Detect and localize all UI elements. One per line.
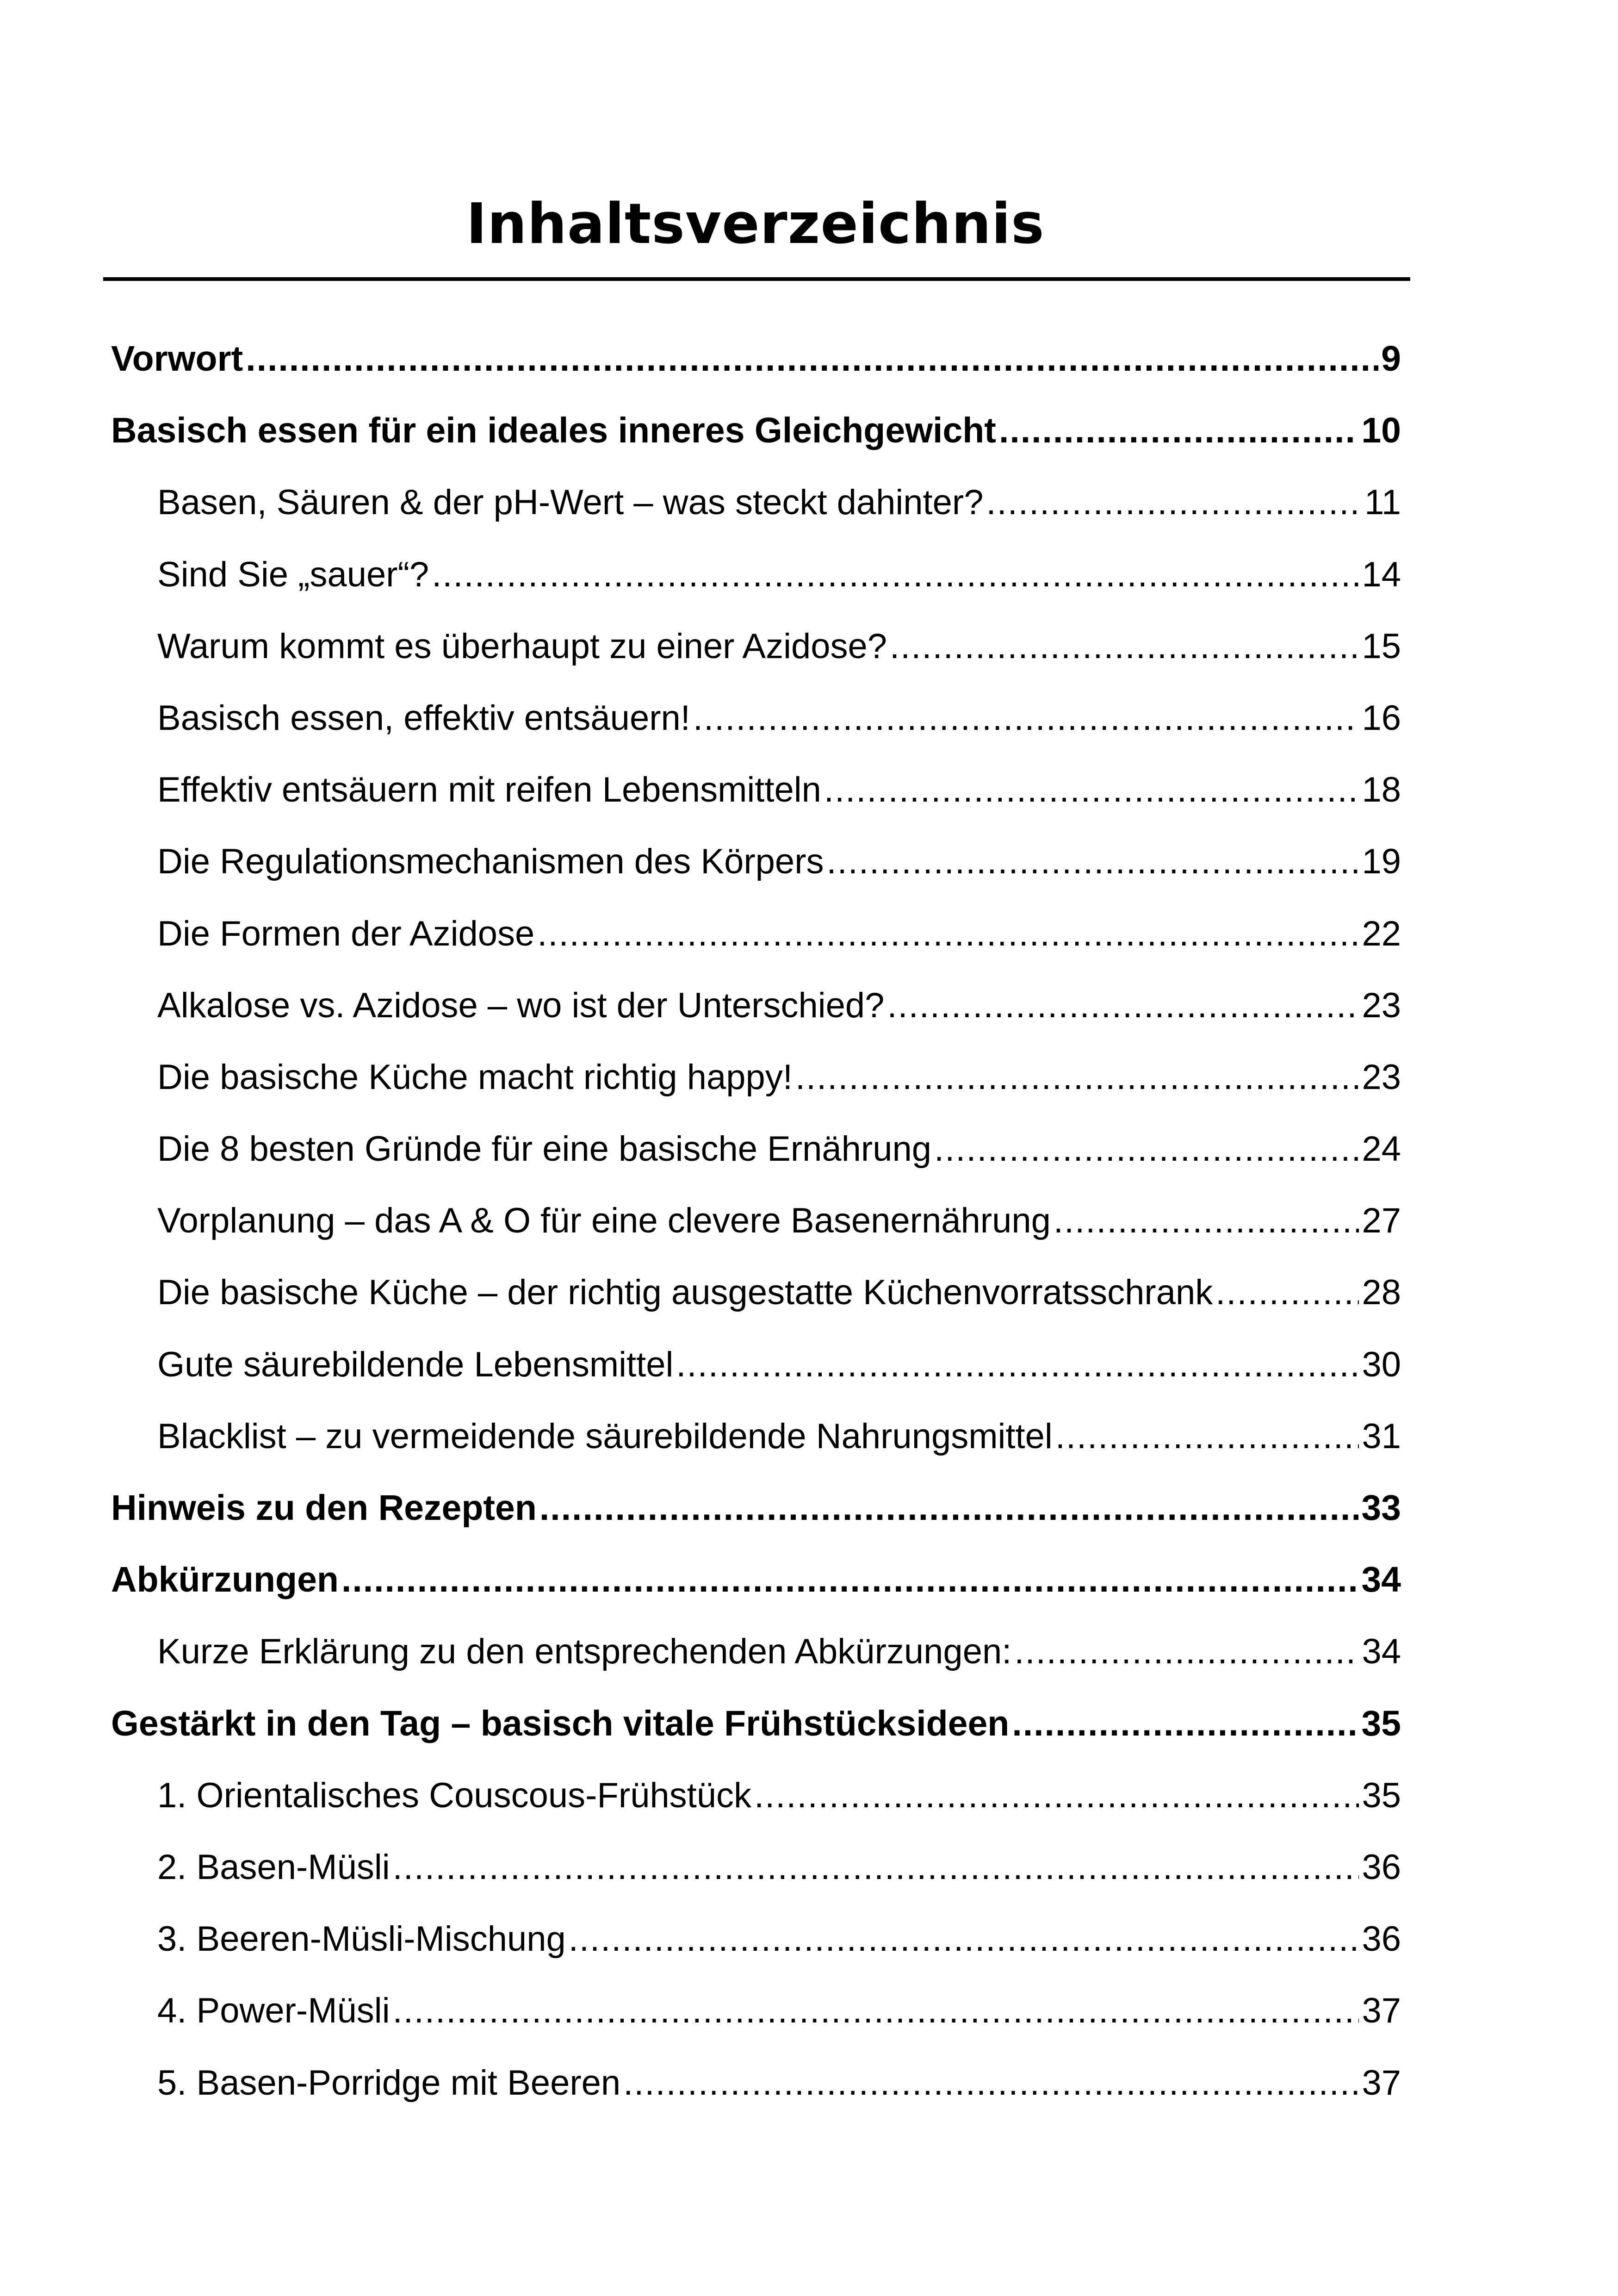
toc-dot-leader (887, 970, 1359, 1041)
toc-page-number: 15 (1362, 626, 1401, 666)
toc-section-entry[interactable] (111, 826, 1401, 897)
toc-dot-leader (890, 610, 1359, 682)
toc-entry-label: Die basische Küche – der richtig ausgestatte Küchenvorratsschrank (157, 1273, 1213, 1313)
toc-section-entry[interactable] (111, 898, 1401, 970)
toc-entry-label: Basisch essen, effektiv entsäuern! (157, 698, 690, 738)
toc-dot-leader (537, 898, 1359, 970)
toc-section-entry[interactable] (111, 1400, 1401, 1472)
toc-page-number: 30 (1362, 1344, 1401, 1384)
toc-page-number: 11 (1364, 483, 1401, 523)
toc-entry-label: Die basische Küche macht richtig happy! (157, 1057, 793, 1097)
toc-dot-leader (393, 1975, 1359, 2047)
toc-entry-label: Sind Sie „sauer“? (157, 554, 429, 594)
toc-entry-label: Basen, Säuren & der pH-Wert – was steckt dahinter? (157, 483, 984, 523)
toc-entry-label: Alkalose vs. Azidose – wo ist der Unterschied? (157, 985, 885, 1025)
toc-page-number: 36 (1362, 1919, 1401, 1959)
toc-entry-label: Gute säurebildende Lebensmittel (157, 1344, 674, 1384)
toc-dot-leader (393, 1831, 1359, 1903)
toc-entry-label: Hinweis zu den Rezepten (111, 1488, 537, 1528)
toc-page-number: 23 (1362, 985, 1401, 1025)
title-divider (103, 277, 1410, 281)
toc-section-entry[interactable] (111, 2047, 1401, 2119)
toc-section-entry[interactable] (111, 1903, 1401, 1975)
toc-page-number: 14 (1362, 554, 1401, 594)
toc-page-number: 22 (1362, 914, 1401, 953)
toc-entry-label: 2. Basen-Müsli (157, 1847, 390, 1887)
toc-dot-leader (1012, 1688, 1358, 1760)
toc-page-number: 18 (1362, 770, 1401, 810)
toc-entry-label: Basisch essen für ein ideales inneres Gleichgewicht (111, 411, 996, 451)
toc-dot-leader (676, 1329, 1359, 1400)
toc-section-entry[interactable] (111, 610, 1401, 682)
toc-entry-label: Gestärkt in den Tag – basisch vitale Frühstücksideen (111, 1703, 1010, 1743)
toc-entry-label: Effektiv entsäuern mit reifen Lebensmitteln (157, 770, 821, 810)
toc-dot-leader (1055, 1400, 1359, 1472)
toc-page-number: 23 (1362, 1057, 1401, 1097)
toc-dot-leader (539, 1472, 1358, 1544)
toc-section-entry[interactable] (111, 682, 1401, 754)
toc-entry-label: Vorplanung – das A & O für eine clevere Basenernährung (157, 1201, 1051, 1241)
toc-entry-label: Die Formen der Azidose (157, 914, 535, 953)
toc-section-entry[interactable] (111, 1616, 1401, 1687)
toc-page-number: 33 (1361, 1488, 1401, 1528)
toc-dot-leader (693, 682, 1359, 754)
toc-dot-leader (827, 826, 1359, 897)
toc-page-number: 9 (1381, 339, 1401, 379)
toc-entry-label: Kurze Erklärung zu den entsprechenden Abkürzungen: (157, 1632, 1012, 1672)
toc-dot-leader (999, 395, 1358, 467)
toc-dot-leader (569, 1903, 1359, 1975)
toc-page-number: 24 (1362, 1129, 1401, 1169)
toc-entry-label: Blacklist – zu vermeidende säurebildende Nahrungsmittel (157, 1416, 1053, 1456)
toc-dot-leader (623, 2047, 1359, 2119)
toc-dot-leader (824, 754, 1359, 826)
toc-page-number: 31 (1362, 1416, 1401, 1456)
toc-entry-label: 1. Orientalisches Couscous-Frühstück (157, 1775, 752, 1815)
toc-section-entry[interactable] (111, 539, 1401, 610)
toc-entry-label: Die 8 besten Gründe für eine basische Ernährung (157, 1129, 932, 1169)
toc-page-number: 34 (1361, 1560, 1401, 1600)
toc-page-number: 36 (1362, 1847, 1401, 1887)
toc-entry-label: 3. Beeren-Müsli-Mischung (157, 1919, 566, 1959)
toc-section-entry[interactable] (111, 970, 1401, 1041)
toc-page-number: 19 (1362, 842, 1401, 882)
toc-section-entry[interactable] (111, 754, 1401, 826)
toc-chapter-entry[interactable] (111, 1544, 1401, 1616)
toc-dot-leader (1014, 1616, 1359, 1687)
toc-page-number: 37 (1362, 2063, 1401, 2103)
toc-dot-leader (432, 539, 1359, 610)
toc-chapter-entry[interactable] (111, 323, 1401, 395)
toc-page-number: 28 (1362, 1273, 1401, 1313)
toc-entry-label: Die Regulationsmechanismen des Körpers (157, 842, 824, 882)
toc-section-entry[interactable] (111, 1041, 1401, 1113)
toc-page-number: 27 (1362, 1201, 1401, 1241)
toc-section-entry[interactable] (111, 467, 1401, 538)
toc-page-number: 16 (1362, 698, 1401, 738)
toc-dot-leader (795, 1041, 1359, 1113)
toc-dot-leader (986, 467, 1362, 538)
toc-section-entry[interactable] (111, 1329, 1401, 1400)
toc-chapter-entry[interactable] (111, 1688, 1401, 1760)
toc-page-number: 34 (1362, 1632, 1401, 1672)
toc-dot-leader (341, 1544, 1358, 1616)
toc-entry-label: Abkürzungen (111, 1560, 339, 1600)
toc-dot-leader (1215, 1257, 1359, 1328)
toc-page-number: 37 (1362, 1991, 1401, 2031)
toc-page-number: 35 (1361, 1703, 1401, 1743)
toc-section-entry[interactable] (111, 1257, 1401, 1328)
page-title: Inhaltsverzeichnis (466, 192, 1045, 257)
toc-dot-leader (1054, 1185, 1359, 1257)
toc-page-number: 10 (1361, 411, 1401, 451)
toc-dot-leader (934, 1113, 1359, 1185)
toc-entry-label: 5. Basen-Porridge mit Beeren (157, 2063, 621, 2103)
toc-section-entry[interactable] (111, 1975, 1401, 2047)
toc-section-entry[interactable] (111, 1185, 1401, 1257)
toc-section-entry[interactable] (111, 1113, 1401, 1185)
toc-entry-label: Vorwort (111, 339, 243, 379)
toc-chapter-entry[interactable] (111, 1472, 1401, 1544)
toc-page-number: 35 (1362, 1775, 1401, 1815)
toc-dot-leader (754, 1760, 1359, 1831)
toc-section-entry[interactable] (111, 1760, 1401, 1831)
table-of-contents (111, 323, 1401, 2119)
toc-entry-label: Warum kommt es überhaupt zu einer Azidose? (157, 626, 887, 666)
toc-entry-label: 4. Power-Müsli (157, 1991, 390, 2031)
toc-section-entry[interactable] (111, 1831, 1401, 1903)
toc-dot-leader (246, 323, 1378, 395)
toc-chapter-entry[interactable] (111, 395, 1401, 467)
